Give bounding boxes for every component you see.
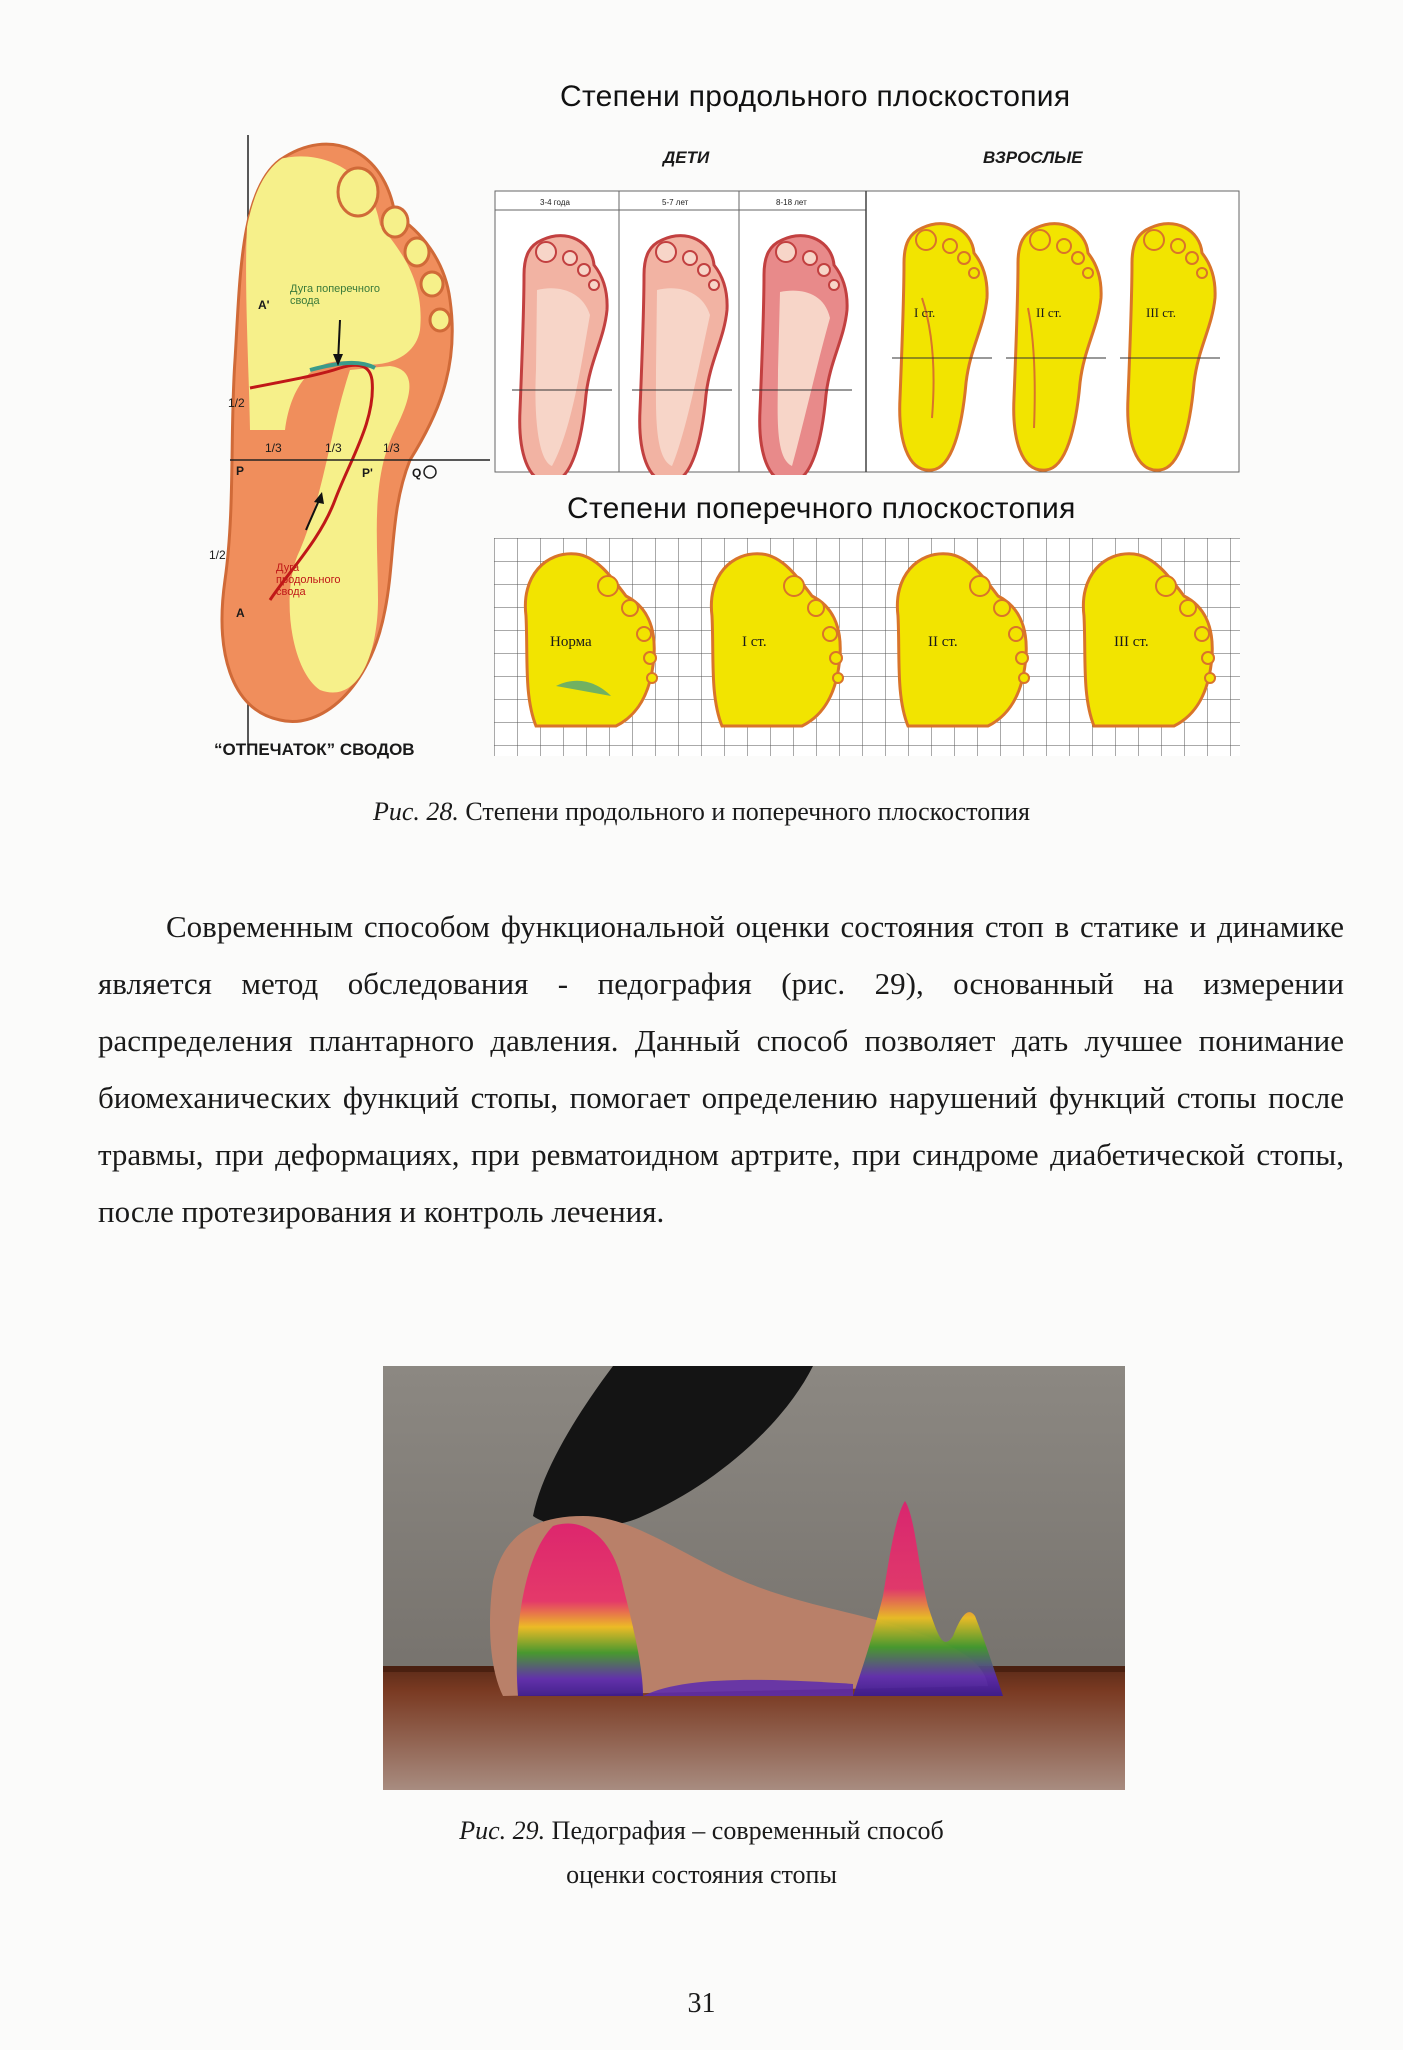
group-label-children: ДЕТИ xyxy=(663,148,710,167)
pedography-photo xyxy=(383,1366,1125,1790)
title-transverse-flatfoot: Степени поперечного плоскостопия xyxy=(567,492,1076,525)
longitudinal-flatfoot-panel xyxy=(494,190,1240,475)
adult-degree-1: I ст. xyxy=(914,305,936,320)
figure-29-caption-line2: оценки состояния стопы xyxy=(566,1860,837,1889)
label-point-p-prime: P' xyxy=(362,466,373,480)
pedography-illustration xyxy=(383,1366,1125,1790)
transverse-degree-3: III ст. xyxy=(1114,634,1149,650)
figure-28-caption xyxy=(0,797,1403,827)
paragraph-text: Современным способом функциональной оценки состояния стоп в статике и динамике является метод обследования - педография (рис. 29), основанный на измерении распределения плантарного давления. Данный способ позволяет дать лучшее понимание биомеханических функций стопы, помогает определению нарушений функций стопы после травмы, при деформациях, при ревматоидном артрите, при синдроме диабетической стопы, после протезирования и контроль лечения. xyxy=(98,909,1344,1229)
label-point-a-prime: A' xyxy=(258,298,270,312)
label-transverse-arch: Дуга поперечного свода xyxy=(290,283,380,307)
age-label-8-18: 8-18 лет xyxy=(776,198,807,207)
adult-degree-3: III ст. xyxy=(1146,305,1176,320)
toe-1 xyxy=(338,168,378,216)
toe-3 xyxy=(405,238,429,266)
figure-29-caption-text: Педография – современный способ xyxy=(545,1816,944,1845)
label-half-bottom: 1/2 xyxy=(209,548,226,562)
body-paragraph xyxy=(98,898,1344,1240)
label-third-3: 1/3 xyxy=(383,441,400,455)
label-point-p: P xyxy=(236,464,245,478)
label-third-2: 1/3 xyxy=(325,441,342,455)
adult-degree-2: II ст. xyxy=(1036,305,1062,320)
label-half-top: 1/2 xyxy=(228,396,245,410)
transverse-degree-normal: Норма xyxy=(550,634,592,650)
toe-4 xyxy=(421,272,443,296)
label-longitudinal-arch: Дуга продольного свода xyxy=(276,562,341,598)
arch-footprint-diagram xyxy=(210,130,490,750)
page-number: 31 xyxy=(687,1988,716,2019)
toe-2 xyxy=(382,207,408,237)
title-longitudinal-flatfoot: Степени продольного плоскостопия xyxy=(560,80,1071,113)
label-point-a: A xyxy=(236,606,245,620)
figure-29-caption-line1 xyxy=(0,1816,1403,1846)
toe-5 xyxy=(430,309,450,331)
label-arch-footprint: “ОТПЕЧАТОК” СВОДОВ xyxy=(214,740,415,759)
group-label-adults: ВЗРОСЛЫЕ xyxy=(983,148,1083,167)
figure-28-number: Рис. 28. xyxy=(373,797,459,826)
transverse-degree-2: II ст. xyxy=(928,634,958,650)
label-point-q: Q xyxy=(412,466,422,480)
label-third-1: 1/3 xyxy=(265,441,282,455)
age-label-3-4: 3-4 года xyxy=(540,198,570,207)
figure-28-caption-text: Степени продольного и поперечного плоскостопия xyxy=(458,797,1030,826)
figure-29-number: Рис. 29. xyxy=(459,1816,546,1845)
age-label-5-7: 5-7 лет xyxy=(662,198,689,207)
transverse-degree-1: I ст. xyxy=(742,634,767,650)
